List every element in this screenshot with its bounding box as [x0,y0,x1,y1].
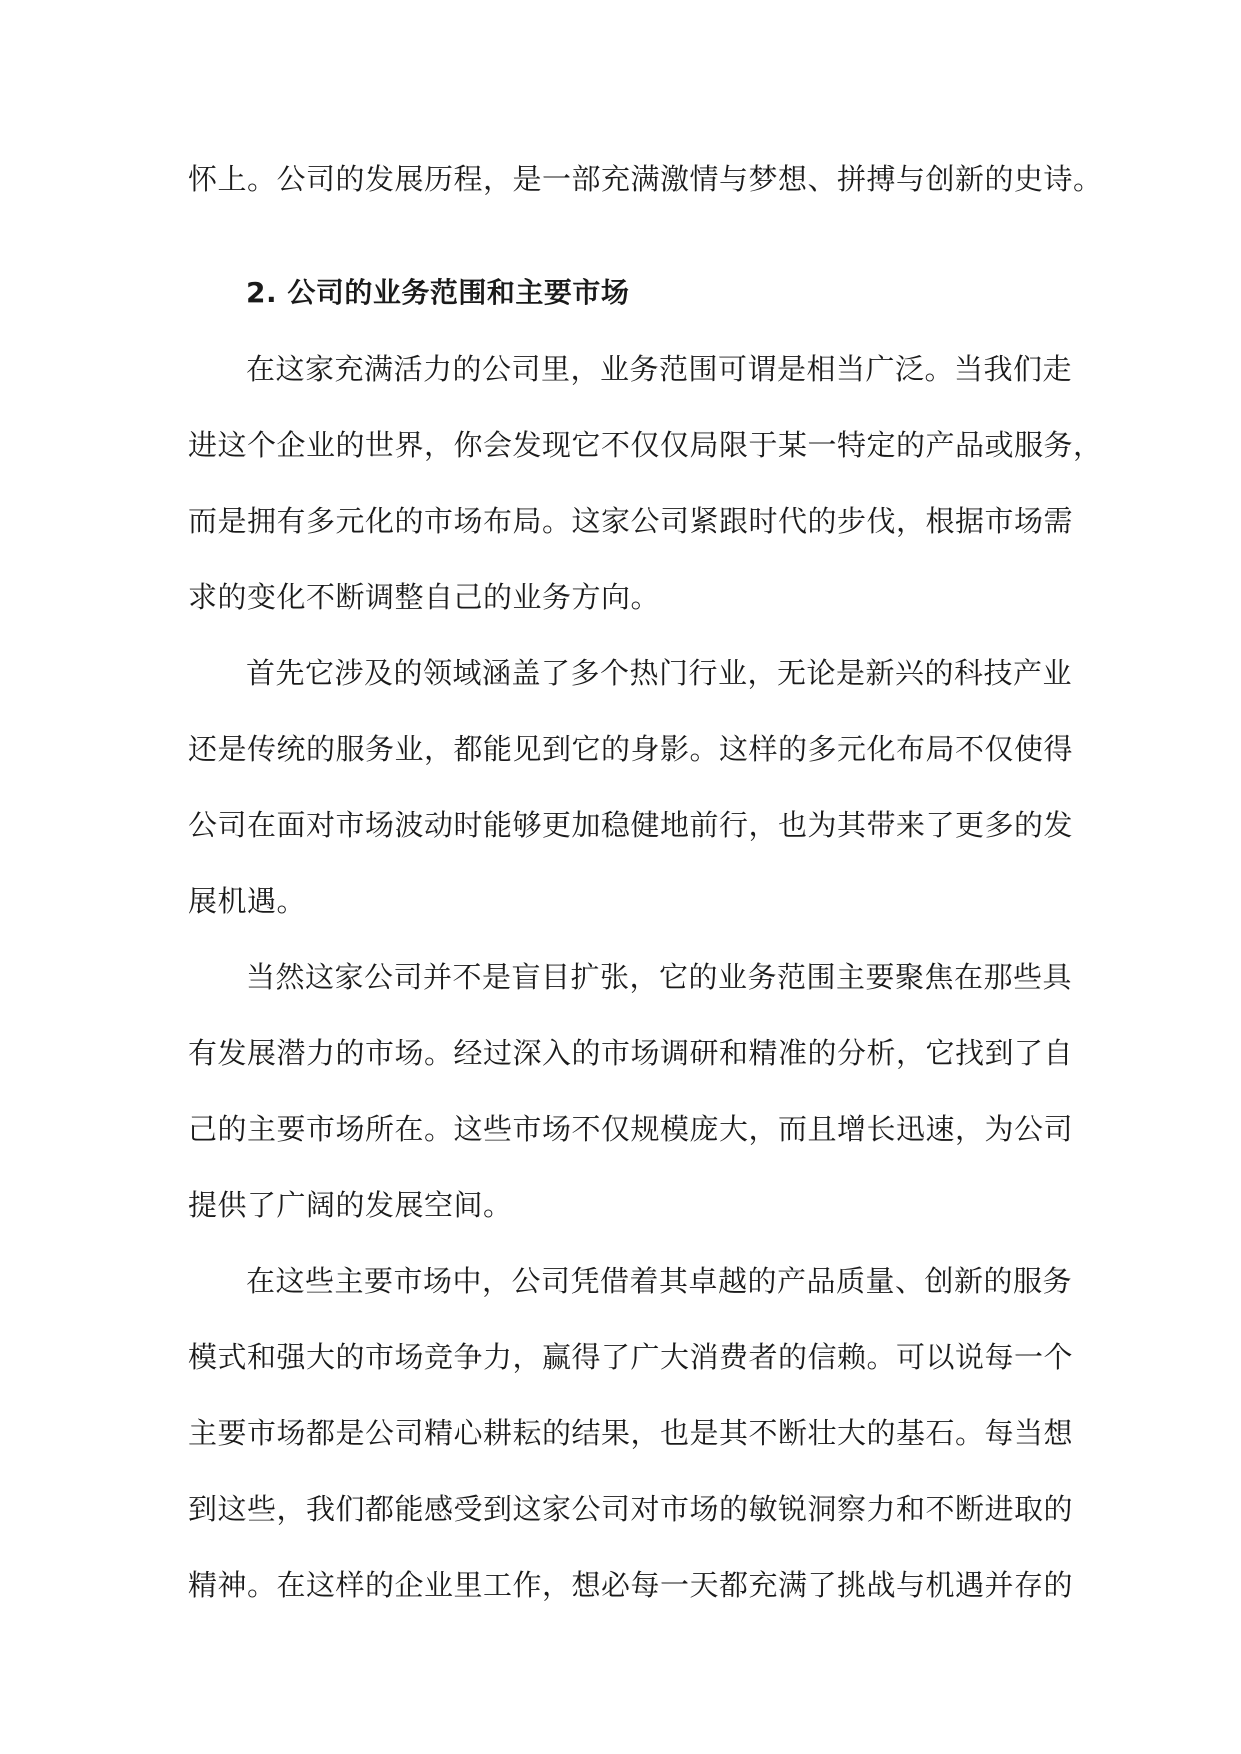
paragraph-focus-markets [188,939,1074,1243]
paragraph-main-markets [188,1243,1074,1623]
paragraph-line: 精神。在这样的企业里工作，想必每一天都充满了挑战与机遇并存的 [188,1568,1074,1602]
paragraph-line: 展机遇。 [188,884,307,918]
section-heading: 2. 公司的业务范围和主要市场 [246,276,630,309]
paragraph-line: 有发展潜力的市场。经过深入的市场调研和精准的分析，它找到了自 [188,1036,1074,1070]
paragraph-line: 当然这家公司并不是盲目扩张，它的业务范围主要聚焦在那些具 [246,960,1073,994]
paragraph-line: 到这些，我们都能感受到这家公司对市场的敏锐洞察力和不断进取的 [188,1492,1074,1526]
document-body [188,141,1103,1623]
paragraph-line: 主要市场都是公司精心耕耘的结果，也是其不断壮大的基石。每当想 [188,1416,1074,1450]
paragraph-continued [188,141,1103,217]
paragraph-line: 己的主要市场所在。这些市场不仅规模庞大，而且增长迅速，为公司 [188,1112,1074,1146]
paragraph-line: 而是拥有多元化的市场布局。这家公司紧跟时代的步伐，根据市场需 [188,504,1074,538]
paragraph-line: 进这个企业的世界，你会发现它不仅仅局限于某一特定的产品或服务， [188,428,1103,462]
paragraph-line: 在这些主要市场中，公司凭借着其卓越的产品质量、创新的服务 [246,1264,1073,1298]
paragraph-line: 在这家充满活力的公司里，业务范围可谓是相当广泛。当我们走 [246,352,1073,386]
paragraph-line: 还是传统的服务业，都能见到它的身影。这样的多元化布局不仅使得 [188,732,1074,766]
paragraph-line: 首先它涉及的领域涵盖了多个热门行业，无论是新兴的科技产业 [246,656,1073,690]
paragraph-business-scope [188,331,1103,635]
paragraph-line: 公司在面对市场波动时能够更加稳健地前行，也为其带来了更多的发 [188,808,1074,842]
paragraph-industries [188,635,1074,939]
paragraph-line: 模式和强大的市场竞争力，赢得了广大消费者的信赖。可以说每一个 [188,1340,1074,1374]
paragraph-line: 怀上。公司的发展历程，是一部充满激情与梦想、拼搏与创新的史诗。 [188,162,1103,196]
paragraph-line: 提供了广阔的发展空间。 [188,1188,513,1222]
paragraph-line: 求的变化不断调整自己的业务方向。 [188,580,661,614]
